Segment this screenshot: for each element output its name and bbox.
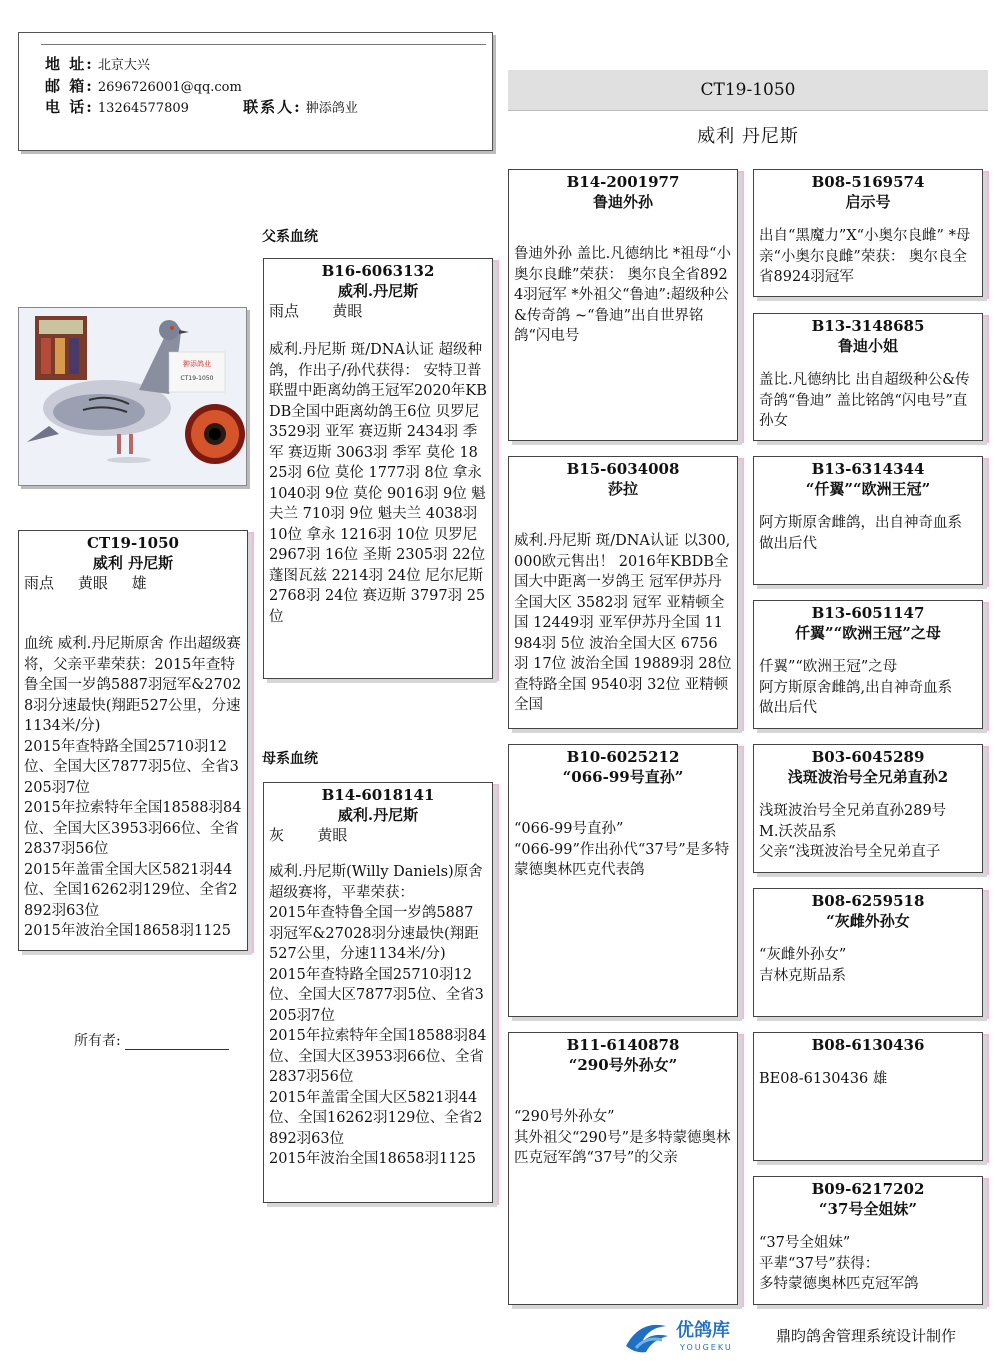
title-name: 威利 丹尼斯 [697, 126, 799, 147]
gen4-ring: B08-6130436 [811, 1036, 925, 1054]
gen4-name: “37号全姐妹” [818, 1200, 918, 1218]
dam-card [263, 782, 493, 1203]
gen4-desc: 浅斑波治号全兄弟直孙289号 M.沃茨品系 父亲“浅斑波治号全兄弟直子 [759, 803, 947, 860]
gen3-ring: B14-2001977 [566, 173, 680, 191]
gen3-card [508, 456, 738, 729]
email-label: 邮 箱: [45, 77, 94, 95]
address-row [45, 55, 150, 75]
sign-text: 翀添鸽业 [183, 360, 211, 368]
gen3-desc: “290号外孙女” 其外祖父“290号”是多特蒙德奥林匹克冠军鸽“37号”的父亲 [514, 1109, 731, 1166]
title-ring: CT19-1050 [508, 70, 988, 111]
sire-name: 威利.丹尼斯 [337, 282, 419, 300]
gen4-card [753, 1176, 983, 1305]
dam-line-label: 母系血统 [262, 751, 318, 767]
yougeku-logo-icon [622, 1316, 762, 1356]
logo-cn: 优鸽库 [676, 1320, 730, 1341]
subject-ring: CT19-1050 [87, 534, 179, 552]
gen4-name: 仟翼”“欧洲王冠”之母 [795, 624, 941, 642]
gen4-ring: B13-6314344 [811, 460, 925, 478]
contact-person-value: 翀添鸽业 [305, 101, 358, 116]
gen4-ring: B08-6259518 [811, 892, 925, 910]
gen4-desc: “灰雌外孙女” 吉林克斯品系 [759, 947, 847, 984]
gen4-name: 鲁迪小姐 [837, 337, 898, 355]
subject-meta: 雨点 黄眼 雄 [24, 574, 147, 592]
owner-line [125, 1049, 229, 1050]
dam-ring: B14-6018141 [321, 786, 435, 804]
gen3-card [508, 1032, 738, 1305]
footer-credit: 鼎昀鸽舍管理系统设计制作 [776, 1327, 957, 1345]
gen4-name: “仟翼”“欧洲王冠” [805, 480, 931, 498]
pigeon-photo [18, 307, 247, 486]
gen4-desc: 盖比.凡德纳比 出自超级种公&传奇鸽“鲁迪” 盖比铭鸽“闪电号”直孙女 [759, 372, 970, 429]
dam-desc: 威利.丹尼斯(Willy Daniels)原舍 超级赛将，平辈荣获： 2015年查特鲁全国一岁鸽5887羽冠军&27028羽分速最快(翔距527公里，分速1134米/分) 2015年查特路全国25710羽12位、全国大区7877羽5位、全省3205羽7位 2015年拉索特年全国18588羽84位、全国大区3953羽66位、全省2837羽56位 2015年盖雷全国大区5821羽44位、全国16262羽129位、全省2892羽63位 2015年波治全国18658羽1125 [269, 864, 487, 1167]
gen4-desc: “37号全姐妹” 平辈“37号”获得： 多特蒙德奥林匹克冠军鸽 [759, 1235, 919, 1292]
gen3-desc: “066-99号直孙” “066-99”作出孙代“37号”是多特蒙德奥林匹克代表鸽 [514, 821, 730, 878]
sign-ring: CT19-1050 [180, 375, 214, 382]
sire-ring: B16-6063132 [321, 262, 435, 280]
gen4-desc: 阿方斯原舍雌鸽，出自神奇血系 做出后代 [759, 515, 962, 552]
gen3-card [508, 169, 738, 441]
address-value: 北京大兴 [97, 58, 150, 73]
gen3-name: 鲁迪外孙 [592, 193, 653, 211]
gen4-desc: 出自“黑魔力”X“小奥尔良雌” *母亲“小奥尔良雌”荣获： 奥尔良全省8924羽冠军 [759, 228, 971, 285]
gen4-card [753, 888, 983, 1017]
gen4-ring: B08-5169574 [811, 173, 925, 191]
logo-en: YOUGEKU [680, 1343, 733, 1352]
gen4-card [753, 600, 983, 729]
gen3-desc: 威利.丹尼斯 斑/DNA认证 以300,000欧元售出！ 2016年KBDB全国大中距离一岁鸽王 冠军伊苏丹全国大区 3582羽 冠军 亚精顿全国 12449羽 亚军伊苏丹全国 11984羽 5位 波治全国大区 6756羽 17位 波治全国 19889羽 28位 查特路全国 9540羽 32位 亚精顿全国 [514, 533, 732, 713]
gen4-desc: BE08-6130436 雄 [759, 1071, 888, 1087]
gen4-card [753, 1032, 983, 1161]
gen4-name: 启示号 [845, 193, 891, 211]
sire-card [263, 258, 493, 679]
subject-desc: 血统 威利.丹尼斯原舍 作出超级赛将，父亲平辈荣获：2015年查特鲁全国一岁鸽5887羽冠军&27028羽分速最快(翔距527公里，分速1134米/分) 2015年查特路全国25710羽12位、全国大区7877羽5位、全省3205羽7位 2015年拉索特年全国18588羽84位、全国大区3953羽66位、全省2837羽56位 2015年盖雷全国大区5821羽44位、全国16262羽129位、全省2892羽63位 2015年波治全国18658羽1125 [24, 636, 242, 939]
phone-label: 电 话: [45, 98, 94, 116]
dam-meta: 灰 黄眼 [269, 826, 348, 844]
owner-label: 所有者: [74, 1033, 121, 1049]
gen4-card [753, 456, 983, 585]
pigeon-icon [19, 308, 247, 486]
address-label: 地 址: [45, 55, 94, 73]
yougeku-logo [622, 1316, 762, 1356]
owner-row [74, 1030, 229, 1050]
gen4-ring: B13-6051147 [811, 604, 925, 622]
contact-person-label: 联系人: [243, 98, 302, 116]
gen4-ring: B03-6045289 [811, 748, 925, 766]
sire-desc: 威利.丹尼斯 斑/DNA认证 超级种鸽，作出子/孙代获得： 安特卫普联盟中距离幼鸽王冠军2020年KBDB全国中距离幼鸽王6位 贝罗尼 3529羽 亚军 赛迈斯 2434羽 季军 赛迈斯 3063羽 季军 莫伦 1825羽 6位 莫伦 1777羽 8位 拿永 1040羽 9位 莫伦 9016羽 9位 魁夫兰 710羽 9位 魁夫兰 4038羽 10位 拿永 1216羽 10位 贝罗尼 2967羽 16位 圣斯 2305羽 22位 蓬图瓦兹 2214羽 24位 尼尔尼斯 2768羽 24位 赛迈斯 3797羽 25位 [269, 342, 487, 625]
sire-line-label: 父系血统 [262, 229, 318, 245]
gen4-card [753, 744, 983, 873]
gen4-name: “灰雌外孙女 [826, 912, 910, 930]
subject-name: 威利 丹尼斯 [92, 554, 174, 572]
phone-value: 13264577809 [97, 101, 189, 116]
gen4-ring: B09-6217202 [811, 1180, 925, 1198]
gen3-name: “066-99号直孙” [562, 768, 684, 786]
dam-name: 威利.丹尼斯 [337, 806, 419, 824]
email-row [45, 77, 242, 97]
gen3-card [508, 744, 738, 1017]
gen4-name: 浅斑波治号全兄弟直孙2 [787, 768, 949, 786]
gen4-card [753, 169, 983, 297]
email-value: 2696726001@qq.com [97, 80, 242, 95]
gen4-ring: B13-3148685 [811, 317, 925, 335]
gen3-name: 莎拉 [607, 480, 638, 498]
gen3-ring: B11-6140878 [566, 1036, 680, 1054]
contact-box [18, 32, 493, 151]
gen4-card [753, 313, 983, 441]
gen4-desc: 仟翼”“欧洲王冠”之母 阿方斯原舍雌鸽,出自神奇血系 做出后代 [759, 659, 953, 716]
gen3-desc: 鲁迪外孙 盖比.凡德纳比 *祖母“小奥尔良雌”荣获： 奥尔良全省8924羽冠军 *外祖父“鲁迪”:超级种公&传奇鸽 ~“鲁迪”出自世界铭鸽“闪电号 [514, 246, 731, 344]
contact-rule [41, 44, 486, 45]
subject-card [18, 530, 248, 951]
gen3-name: “290号外孙女” [568, 1056, 678, 1074]
gen3-ring: B15-6034008 [566, 460, 680, 478]
sire-meta: 雨点 黄眼 [269, 302, 363, 320]
gen3-ring: B10-6025212 [566, 748, 680, 766]
phone-row [45, 98, 358, 118]
